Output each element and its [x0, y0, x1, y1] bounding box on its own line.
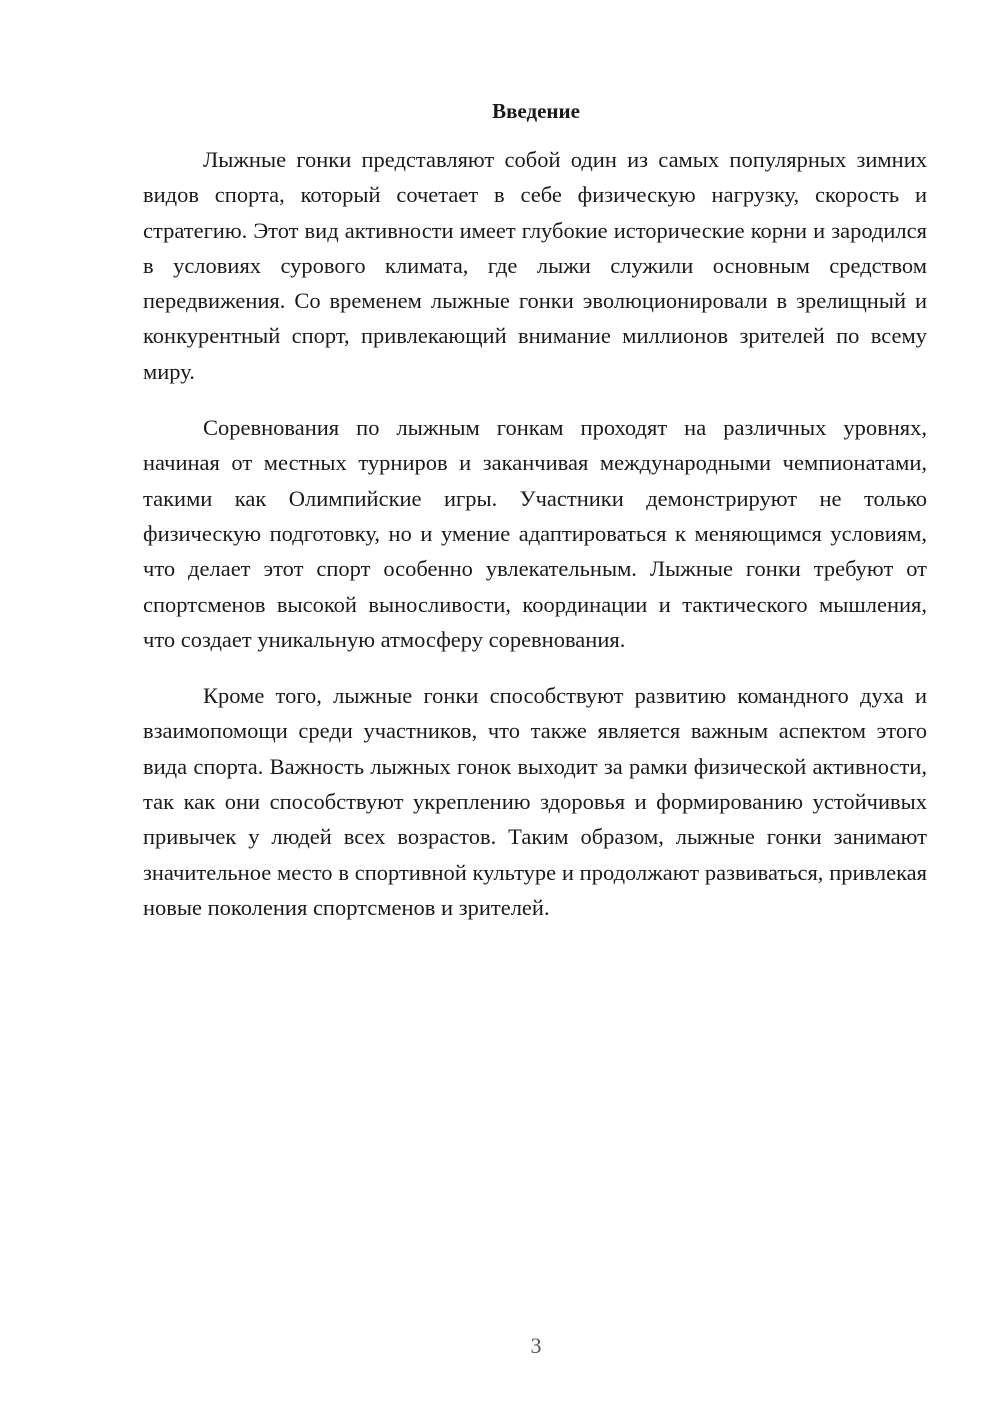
document-body [143, 94, 927, 925]
section-title: Введение [492, 99, 580, 123]
paragraph-team-spirit: Кроме того, лыжные гонки способствуют развитию командного духа и взаимопомощи среди участников, что также является важным аспектом этого вида спорта. Важность лыжных гонок выходит за рамки физической активности, так как они способствуют укреплению здоровья и формированию устойчивых привычек у людей всех возрастов. Таким образом, лыжные гонки занимают значительное место в спортивной культуре и продолжают развиваться, привлекая новые поколения спортсменов и зрителей. [143, 683, 927, 920]
paragraph-intro: Лыжные гонки представляют собой один из самых популярных зимних видов спорта, который сочетает в себе физическую нагрузку, скорость и стратегию. Этот вид активности имеет глубокие исторические корни и зародился в условиях сурового климата, где лыжи служили основным средством передвижения. Со временем лыжные гонки эволюционировали в зрелищный и конкурентный спорт, привлекающий внимание миллионов зрителей по всему миру. [143, 147, 927, 384]
page-number: 3 [530, 1333, 542, 1358]
paragraph-competitions: Соревнования по лыжным гонкам проходят на различных уровнях, начиная от местных турниров и заканчивая международными чемпионатами, такими как Олимпийские игры. Участники демонстрируют не только физическую подготовку, но и умение адаптироваться к меняющимся условиям, что делает этот спорт особенно увлекательным. Лыжные гонки требуют от спортсменов высокой выносливости, координации и тактического мышления, что создает уникальную атмосферу соревнования. [143, 415, 927, 652]
